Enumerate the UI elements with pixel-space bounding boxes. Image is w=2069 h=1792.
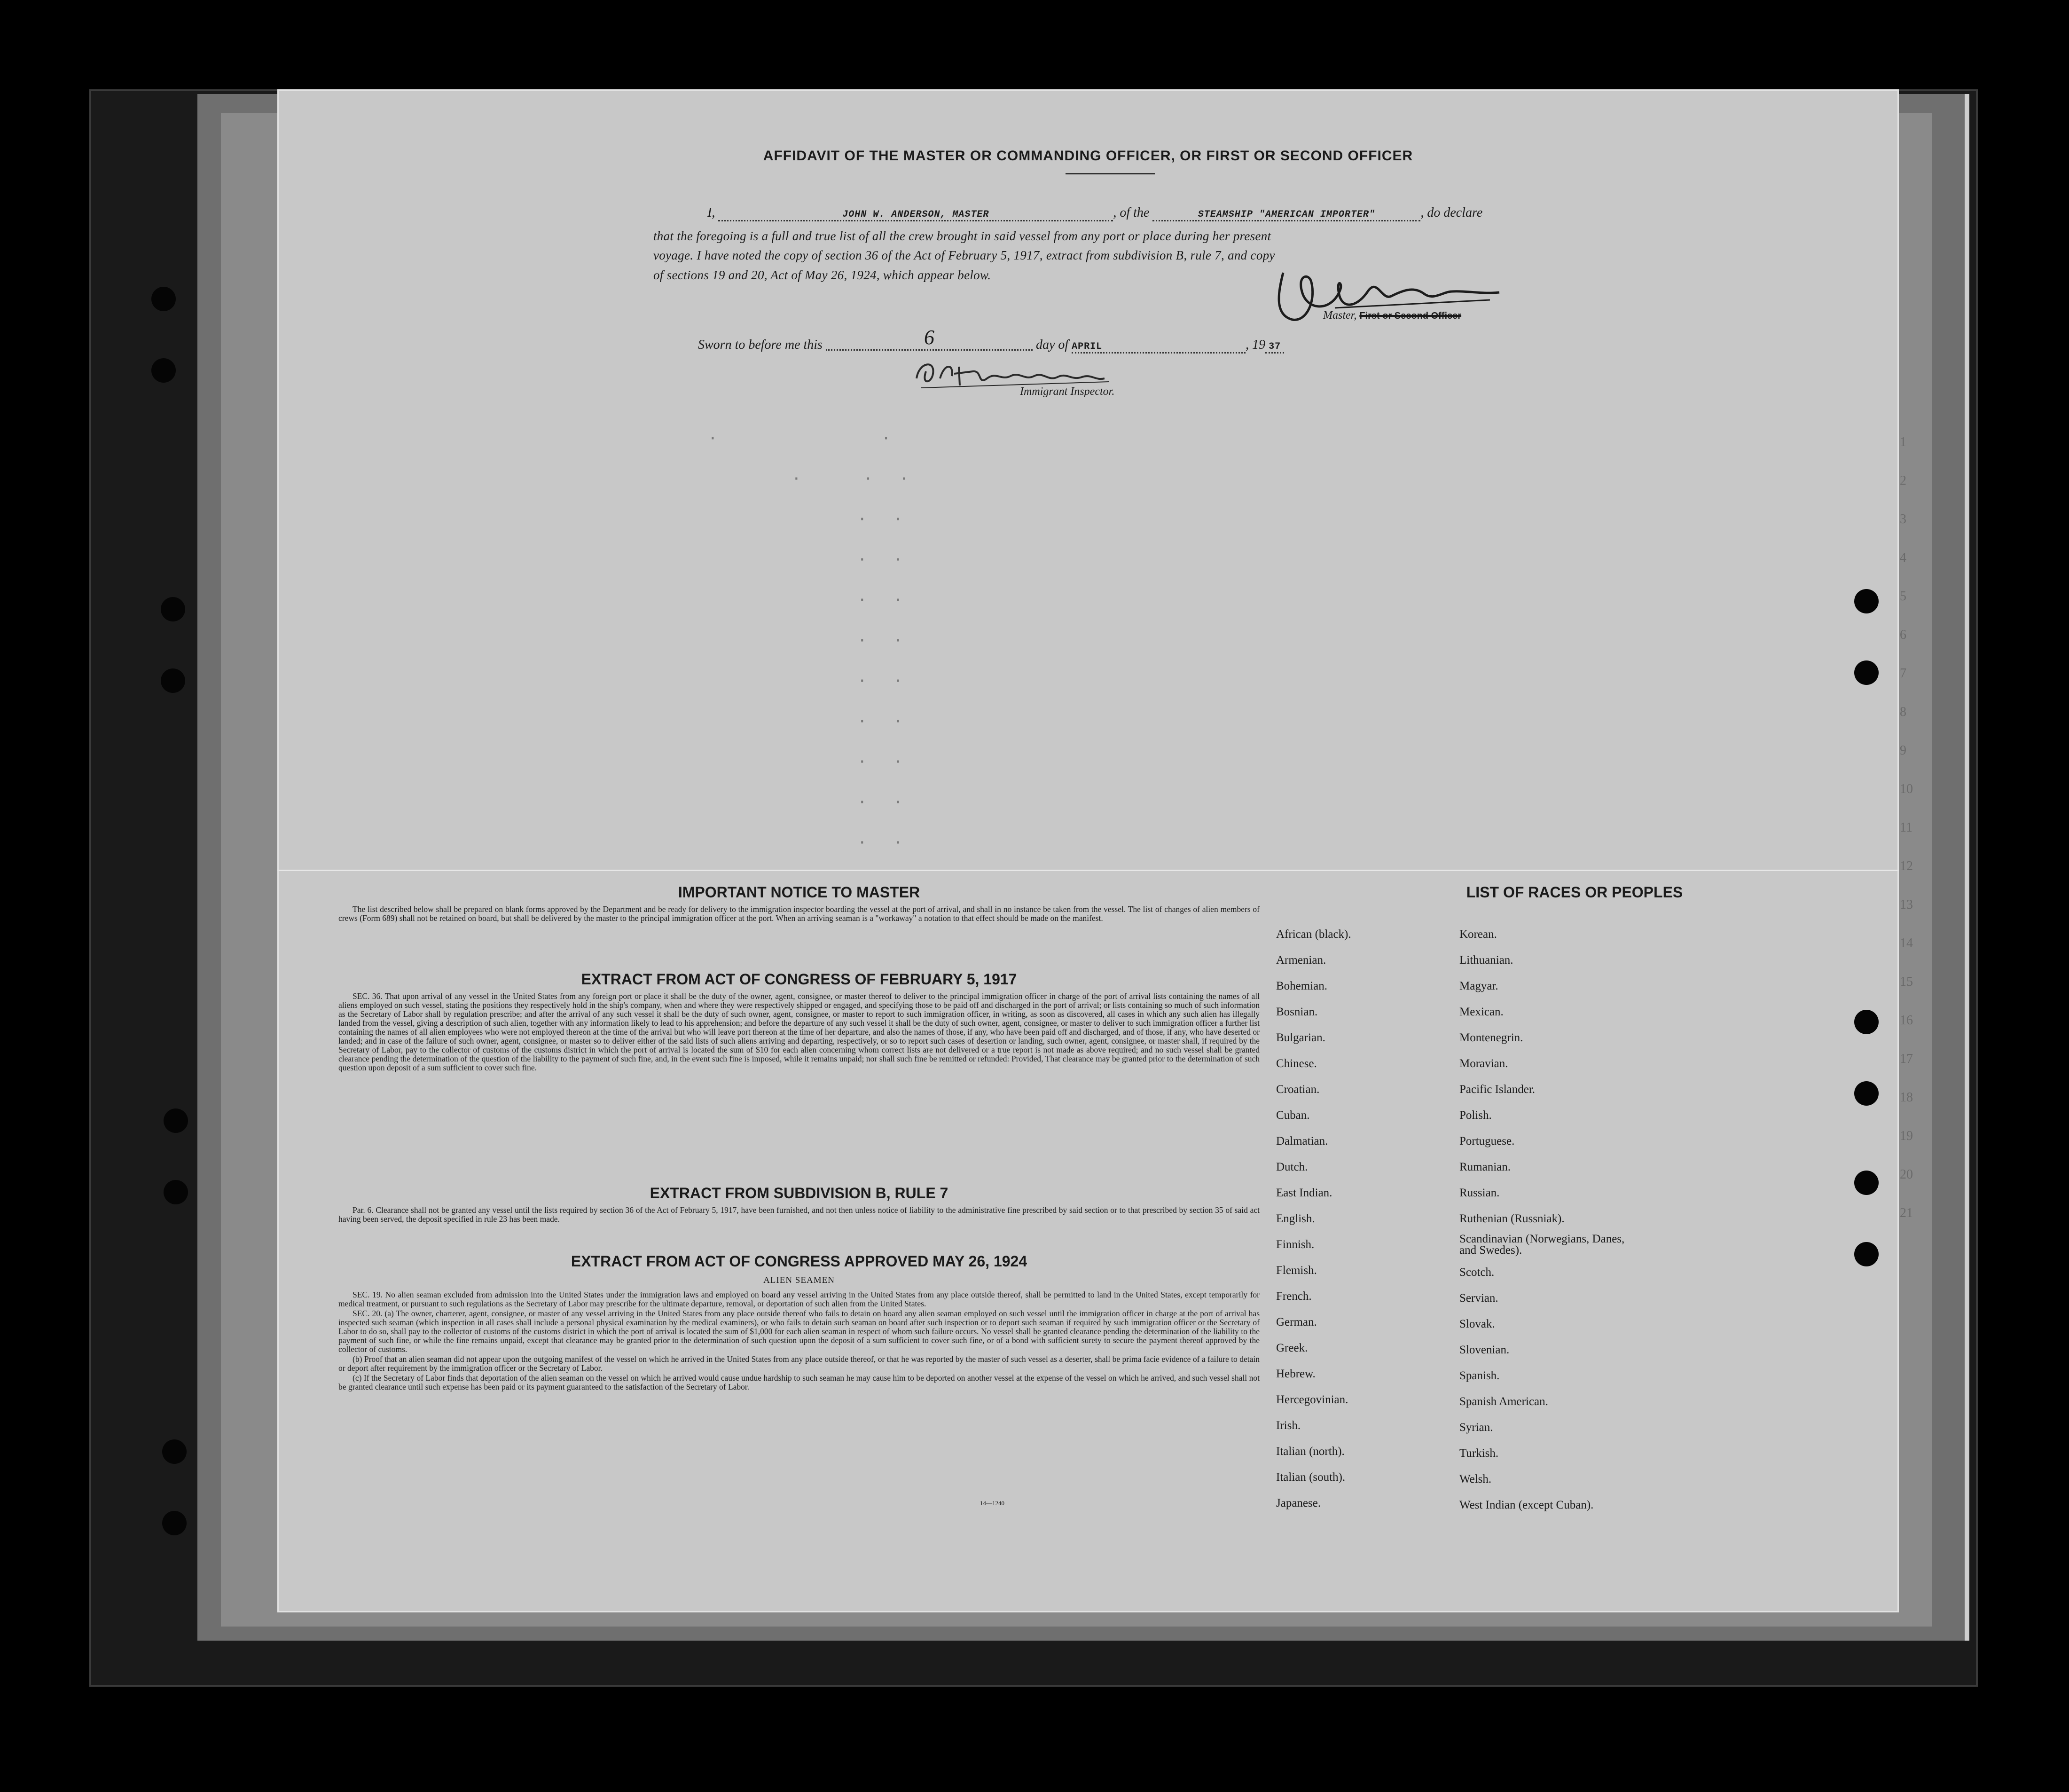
do-declare-label: , do declare	[1420, 205, 1483, 220]
notice-paragraph: The list described below shall be prepared on blank forms approved by the Department and be ready for delivery to the immigration inspector boarding the vessel at the port of arrival, and shall in no instance be taken from the vessel. The list of changes of alien members of crews (Form 689) shall not be retained on board, but shall be delivered by the master to the principal immigration officer at the port. When an arriving seaman is a "workaway" a notation to that effect should be made on the manifest.	[338, 904, 1260, 923]
vessel-field	[1152, 209, 1420, 221]
affidavit-body-line-3: of sections 19 and 20, Act of May 26, 1924, which appear below.	[653, 268, 991, 282]
binder-hole	[164, 1180, 188, 1204]
binder-hole	[161, 597, 185, 621]
race-entry: Magyar.	[1459, 980, 1498, 992]
race-entry: Russian.	[1459, 1187, 1500, 1199]
race-entry: Hercegovinian.	[1276, 1393, 1348, 1406]
day-field	[826, 325, 1033, 351]
binder-hole	[1854, 1081, 1879, 1106]
race-entry: Japanese.	[1276, 1497, 1321, 1509]
sec-36-paragraph: SEC. 36. That upon arrival of any vessel in the United States from any foreign port or place it shall be the duty of the owner, agent, consignee, or master thereof to deliver to the principal immigration officer in charge of the port of arrival lists containing the names of all aliens employed on such vessel, stating the positions they respectively hold in the ship's company, when and where they were respectively shipped or engaged, and specifying those to be paid off and discharged in the port of arrival; or lists containing so much of such information as the Secretary of Labor shall by regulation prescribe; and after the arrival of any such vessel it shall be the duty of such owner, agent, consignee, or master to report to such immigration officer, in writing, as soon as discovered, all cases in which any such alien has illegally landed from the vessel, giving a description of such alien, together with any information likely to lead to his apprehension; and before the departure of any such vessel it shall be the duty of such owner, agent, consignee, or master to deliver to such immigration officer a further list containing the names of all alien employees who were not employed thereon at the time of the arrival but who will leave port thereon at the time of her departure, and also the names of those, if any, who have been paid off and discharged, and of those, if any, who have deserted or landed; and in case of the failure of such owner, agent, consignee, or master so to deliver either of the said lists of such aliens arriving and departing, respectively, or so to report such cases of desertion or landing, such owner, agent, consignee, or master shall, if required by the Secretary of Labor, pay to the collector of customs of the customs district in which the port of arrival is located the sum of $10 for each alien concerning whom correct lists are not delivered or a true report is not made as above required; and no such vessel shall be granted clearance pending the determination of the question of the liability to the payment of such fine, and, in the event such fine is imposed, while it remains unpaid; nor shall such fine be remitted or refunded: Provided, That clearance may be granted prior to the determination of such question upon deposit of a sum sufficient to cover such fine.	[338, 991, 1260, 1072]
form-number: 14—1240	[980, 1500, 1004, 1507]
race-entry: Bulgarian.	[1276, 1031, 1325, 1044]
race-entry: Ruthenian (Russniak).	[1459, 1212, 1565, 1225]
affidavit-body-line-2: voyage. I have noted the copy of section 36 of the Act of February 5, 1917, extract from subdivision B, rule 7, and copy	[653, 248, 1275, 262]
binder-hole	[151, 358, 176, 383]
page-fold	[277, 870, 1899, 871]
race-entry: African (black).	[1276, 928, 1351, 941]
title-underline	[1066, 173, 1155, 174]
extract-1924-title: EXTRACT FROM ACT OF CONGRESS APPROVED MAY 26, 1924	[571, 1253, 1027, 1270]
race-entry: German.	[1276, 1316, 1317, 1328]
races-title: LIST OF RACES OR PEOPLES	[1466, 884, 1683, 901]
race-entry: Mexican.	[1459, 1006, 1504, 1018]
race-entry: Lithuanian.	[1459, 954, 1513, 967]
race-entry: Korean.	[1459, 928, 1497, 941]
affidavit-title: AFFIDAVIT OF THE MASTER OR COMMANDING OFFICER, OR FIRST OR SECOND OFFICER	[763, 148, 1413, 164]
affidavit-body-line-1: that the foregoing is a full and true list of all the crew brought in said vessel from any port or place during her present	[653, 229, 1271, 243]
notice-text	[338, 905, 1260, 924]
bleed-through-marks: · · · · · · · · · · · · · · · · · · · · · · ·	[710, 428, 907, 854]
race-entry: Finnish.	[1276, 1238, 1315, 1251]
race-entry: Welsh.	[1459, 1473, 1492, 1485]
sec-20c-paragraph: (c) If the Secretary of Labor finds that deportation of the alien seaman on the vessel on which he arrived would cause undue hardship to such seaman he may cause him to be deported on another vessel at the expense of the vessel on which he arrived, and such vessel shall not be granted clearance until such expense has been paid or its payment guaranteed to the satisfaction of the Secretary of Labor.	[338, 1373, 1260, 1391]
race-entry: Chinese.	[1276, 1057, 1317, 1070]
master-name: JOHN W. ANDERSON, MASTER	[842, 209, 989, 220]
master-label: Master,	[1323, 309, 1357, 322]
race-entry: Slovak.	[1459, 1318, 1495, 1330]
extract-rule7-text	[338, 1206, 1260, 1225]
sworn-label: Sworn to before me this	[698, 338, 823, 352]
race-entry: Italian (south).	[1276, 1471, 1346, 1484]
binder-hole	[164, 1108, 188, 1133]
binder-hole	[1854, 589, 1879, 613]
race-entry: Cuban.	[1276, 1109, 1310, 1122]
race-entry: Scotch.	[1459, 1266, 1495, 1279]
sworn-line	[698, 326, 1284, 355]
race-entry: Hebrew.	[1276, 1368, 1316, 1380]
race-entry: Portuguese.	[1459, 1135, 1515, 1148]
struck-officer-title: First or Second Officer	[1359, 311, 1462, 321]
month-value: APRIL	[1072, 341, 1103, 352]
par-6-paragraph: Par. 6. Clearance shall not be granted any vessel until the lists required by section 36 of the Act of February 5, 1917, have been furnished, and not then unless notice of liability to the administrative fine prescribed by said section or to that prescribed by section 35 of said act having been served, the deposit specified in rule 23 has been made.	[338, 1205, 1260, 1224]
year-prefix: , 19	[1246, 338, 1266, 352]
master-title-line	[1323, 309, 1461, 322]
race-entry: Spanish.	[1459, 1369, 1500, 1382]
master-name-field	[718, 209, 1113, 221]
i-label: I,	[707, 205, 715, 220]
race-entry: Greek.	[1276, 1342, 1308, 1354]
extract-1917-text	[338, 992, 1260, 1073]
affidavit-page	[277, 89, 1899, 1612]
of-the-label: , of the	[1113, 205, 1150, 220]
binder-hole	[162, 1439, 187, 1464]
binder-hole	[1854, 1242, 1879, 1266]
race-entry: Bohemian.	[1276, 980, 1328, 992]
year-value: 37	[1269, 341, 1281, 352]
race-entry: Turkish.	[1459, 1447, 1499, 1460]
binder-hole	[1854, 1171, 1879, 1195]
year-field	[1265, 341, 1284, 354]
races-right-column	[1459, 921, 1638, 1518]
race-entry: English.	[1276, 1212, 1315, 1225]
race-entry: Polish.	[1459, 1109, 1492, 1122]
race-entry: Irish.	[1276, 1419, 1301, 1432]
day-of-label: day of	[1035, 338, 1069, 352]
extract-rule7-title: EXTRACT FROM SUBDIVISION B, RULE 7	[650, 1185, 948, 1202]
race-entry: Dalmatian.	[1276, 1135, 1328, 1148]
binder-hole	[1854, 660, 1879, 685]
race-entry: Spanish American.	[1459, 1395, 1548, 1408]
extract-1917-title: EXTRACT FROM ACT OF CONGRESS OF FEBRUARY 5, 1917	[581, 971, 1017, 988]
race-entry: Moravian.	[1459, 1057, 1508, 1070]
races-left-column	[1276, 921, 1351, 1516]
race-entry: Croatian.	[1276, 1083, 1320, 1096]
affidavit-line-1	[707, 205, 1727, 221]
underlying-row-numbers: 1 2 3 4 5 6 7 8 9 10 11 12 13 14 15 16 17 18 19 20 21	[1900, 435, 1913, 1220]
sec-19-paragraph: SEC. 19. No alien seaman excluded from admission into the United States under the immigration laws and employed on board any vessel arriving in the United States from any place outside thereof, shall be permitted to land in the United States, except temporarily for medical treatment, or pursuant to such regulations as the Secretary of Labor may prescribe for the ultimate departure, removal, or deportation of such alien from the United States.	[338, 1290, 1260, 1308]
sec-20b-paragraph: (b) Proof that an alien seaman did not appear upon the outgoing manifest of the vessel on which he arrived in the United States from any place outside thereof, or that he was reported by the master of such vessel as a deserter, shall be prima facie evidence of a failure to detain or deport after requirement by the immigration officer or the Secretary of Labor.	[338, 1354, 1260, 1373]
race-entry: Armenian.	[1276, 954, 1326, 967]
race-entry: French.	[1276, 1290, 1312, 1303]
vessel-name: STEAMSHIP "AMERICAN IMPORTER"	[1198, 209, 1375, 220]
race-entry: Servian.	[1459, 1292, 1498, 1305]
race-entry: East Indian.	[1276, 1187, 1332, 1199]
month-field	[1072, 341, 1246, 354]
race-entry: Montenegrin.	[1459, 1031, 1523, 1044]
race-entry: Dutch.	[1276, 1161, 1308, 1173]
sec-20a-paragraph: SEC. 20. (a) The owner, charterer, agent, consignee, or master of any vessel arriving in the United States from any place outside thereof who fails to detain on board any alien seaman employed on such vessel until the immigration officer in charge at the port of arrival has inspected such seaman (which inspection in all cases shall include a personal physical examination by the medical examiners), or who fails to detain such seaman on board after such inspection or to deport such seaman if required by such immigration officer or the Secretary of Labor to do so, shall pay to the collector of customs of the customs district in which the port of arrival is located the sum of $1,000 for each alien seaman in respect of whom such failure occurs. No vessel shall be granted clearance pending the determination of the liability to the payment of such fine, or while the fine remains unpaid, except that clearance may be granted prior to the determination of such question upon the deposit of a sum sufficient to cover such fine, or of a bond with sufficient surety to secure the payment thereof approved by the collector of customs.	[338, 1309, 1260, 1354]
race-entry: Flemish.	[1276, 1264, 1317, 1277]
day-value: 6	[924, 326, 934, 349]
race-entry: Scandinavian (Norwegians, Danes, and Swedes).	[1459, 1233, 1625, 1257]
race-entry: Rumanian.	[1459, 1161, 1511, 1173]
extract-1924-text	[338, 1290, 1260, 1392]
notice-title: IMPORTANT NOTICE TO MASTER	[678, 884, 920, 901]
race-entry: Slovenian.	[1459, 1344, 1510, 1356]
race-entry: Bosnian.	[1276, 1006, 1318, 1018]
binder-hole	[162, 1511, 187, 1535]
alien-seamen-subtitle: ALIEN SEAMEN	[763, 1275, 835, 1285]
race-entry: Syrian.	[1459, 1421, 1493, 1434]
binder-hole	[1854, 1010, 1879, 1034]
race-entry: Italian (north).	[1276, 1445, 1345, 1458]
race-entry: West Indian (except Cuban).	[1459, 1499, 1594, 1511]
binder-hole	[161, 668, 185, 693]
race-entry: Pacific Islander.	[1459, 1083, 1536, 1096]
inspector-label: Immigrant Inspector.	[1020, 385, 1115, 398]
binder-hole	[151, 287, 176, 311]
